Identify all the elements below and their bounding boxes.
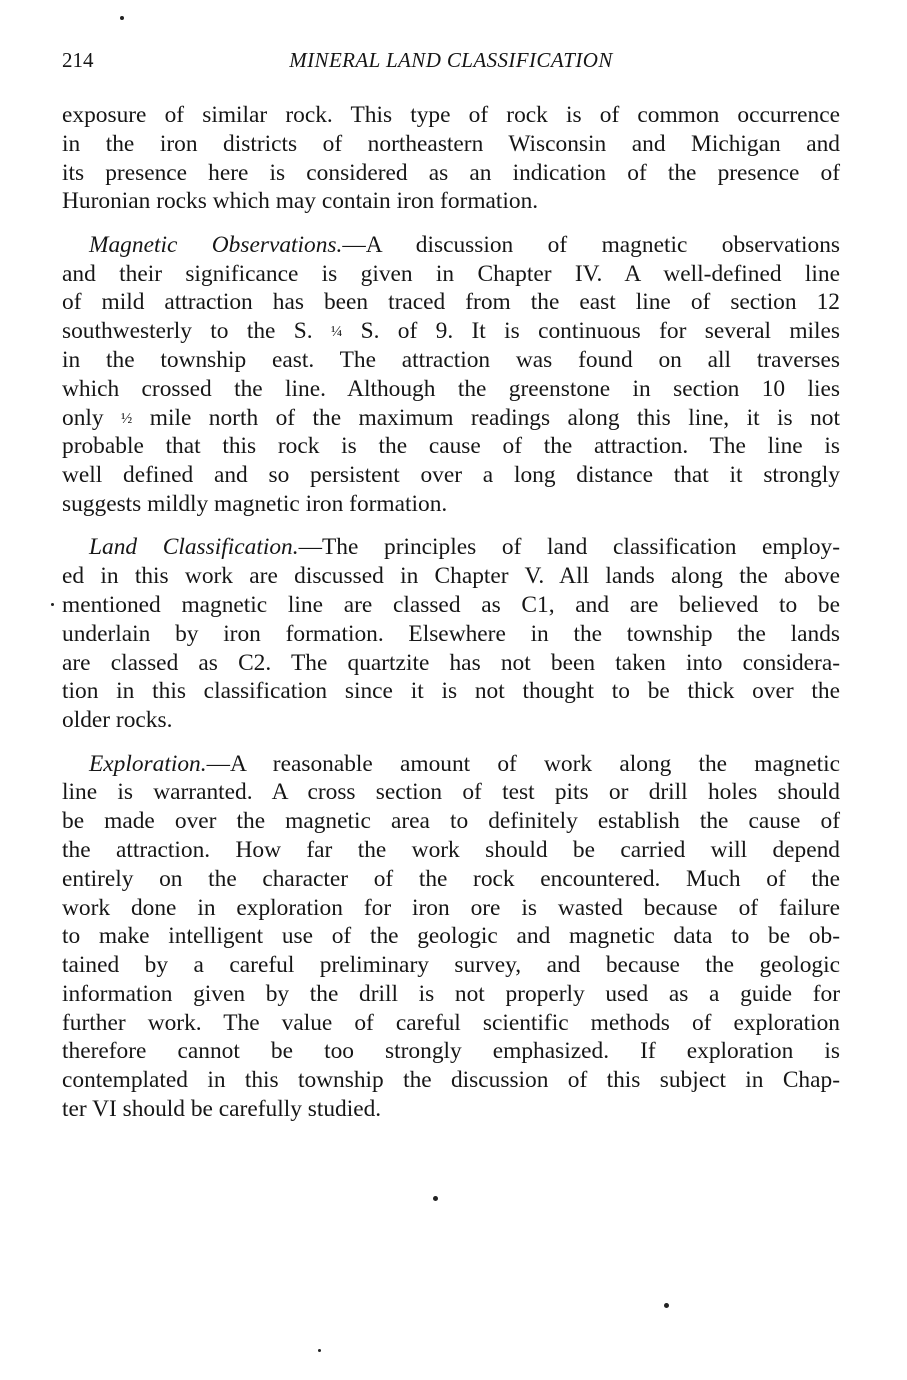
text-line: in the township east. The attraction was found on all traverses [62, 346, 840, 373]
text-line: underlain by iron formation. Elsewhere in the township the lands [62, 620, 840, 647]
scan-speck [120, 16, 124, 20]
paragraph-magnetic-observations [62, 231, 840, 519]
paragraph-continuation [62, 101, 840, 216]
text-run: southwesterly to the S. [62, 318, 331, 345]
scan-speck [664, 1303, 669, 1308]
text-line: work done in exploration for iron ore is wasted because of failure [62, 894, 840, 921]
text-line: further work. The value of careful scientific methods of exploration [62, 1009, 840, 1036]
paragraph-exploration [62, 750, 840, 1124]
text-line: its presence here is considered as an indication of the presence of [62, 159, 840, 186]
section-heading-land-classification: Land Classification. [89, 534, 299, 561]
running-head [62, 44, 840, 76]
text-line [62, 317, 840, 346]
text-line: contemplated in this township the discussion of this subject in Chap- [62, 1067, 840, 1094]
text-line: ter VI should be carefully studied. [62, 1096, 382, 1123]
section-heading-magnetic-observations: Magnetic Observations. [89, 231, 343, 258]
text-line: tion in this classification since it is not thought to be thick over the [62, 678, 840, 705]
paragraph-land-classification [62, 533, 840, 735]
text-line: ed in this work are discussed in Chapter V. All lands along the above [62, 563, 840, 590]
section-heading-exploration: Exploration. [89, 750, 207, 777]
page-number: 214 [62, 48, 94, 72]
text-line: of mild attraction has been traced from the east line of section 12 [62, 289, 840, 316]
paragraph-gap [62, 216, 840, 231]
text-line: older rocks. [62, 707, 173, 734]
text-line: which crossed the line. Although the greenstone in section 10 lies [62, 375, 840, 402]
text-line: probable that this rock is the cause of the attraction. The line is [62, 433, 840, 460]
text-line: the attraction. How far the work should be carried will depend [62, 836, 840, 863]
text-run: —A reasonable amount of work along the magnetic [206, 750, 840, 777]
scan-speck [433, 1196, 438, 1201]
text-line: well defined and so persistent over a long distance that it strongly [62, 462, 840, 489]
text-run: mile north of the maximum readings along this line, it is not [149, 404, 840, 431]
text-run: only [62, 404, 122, 431]
paragraph-gap [62, 735, 840, 750]
text-line: in the iron districts of northeastern Wisconsin and Michigan and [62, 130, 840, 157]
text-line: therefore cannot be too strongly emphasized. If exploration is [62, 1038, 840, 1065]
body-text [62, 101, 840, 1124]
text-line: and their significance is given in Chapter IV. A well-defined line [62, 260, 840, 287]
text-line: mentioned magnetic line are classed as C1, and are believed to be [62, 591, 840, 618]
text-run: —A discussion of magnetic observations [342, 231, 840, 258]
text-run: —The principles of land classification employ- [298, 534, 840, 561]
running-title: MINERAL LAND CLASSIFICATION [289, 48, 613, 72]
text-line: are classed as C2. The quartzite has not been taken into considera- [62, 649, 840, 676]
text-line: to make intelligent use of the geologic and magnetic data to be ob- [62, 923, 840, 950]
text-run: S. of 9. It is continuous for several miles [360, 318, 840, 345]
paragraph-gap [62, 519, 840, 534]
scan-speck [51, 603, 54, 606]
text-line: line is warranted. A cross section of test pits or drill holes should [62, 779, 840, 806]
text-line [62, 533, 840, 562]
text-line: tained by a careful preliminary survey, and because the geologic [62, 952, 840, 979]
text-line: information given by the drill is not properly used as a guide for [62, 980, 840, 1007]
text-line: Huronian rocks which may contain iron formation. [62, 188, 539, 215]
text-line: suggests mildly magnetic iron formation. [62, 490, 448, 517]
text-line: be made over the magnetic area to definitely establish the cause of [62, 808, 840, 835]
text-line [62, 404, 840, 433]
text-line [62, 231, 840, 260]
text-line: entirely on the character of the rock encountered. Much of the [62, 865, 840, 892]
fraction-quarter: ¼ [330, 324, 343, 341]
text-line [62, 750, 840, 779]
text-line: exposure of similar rock. This type of rock is of common occurrence [62, 102, 840, 128]
fraction-half: ½ [121, 410, 133, 427]
scan-speck [318, 1349, 321, 1352]
